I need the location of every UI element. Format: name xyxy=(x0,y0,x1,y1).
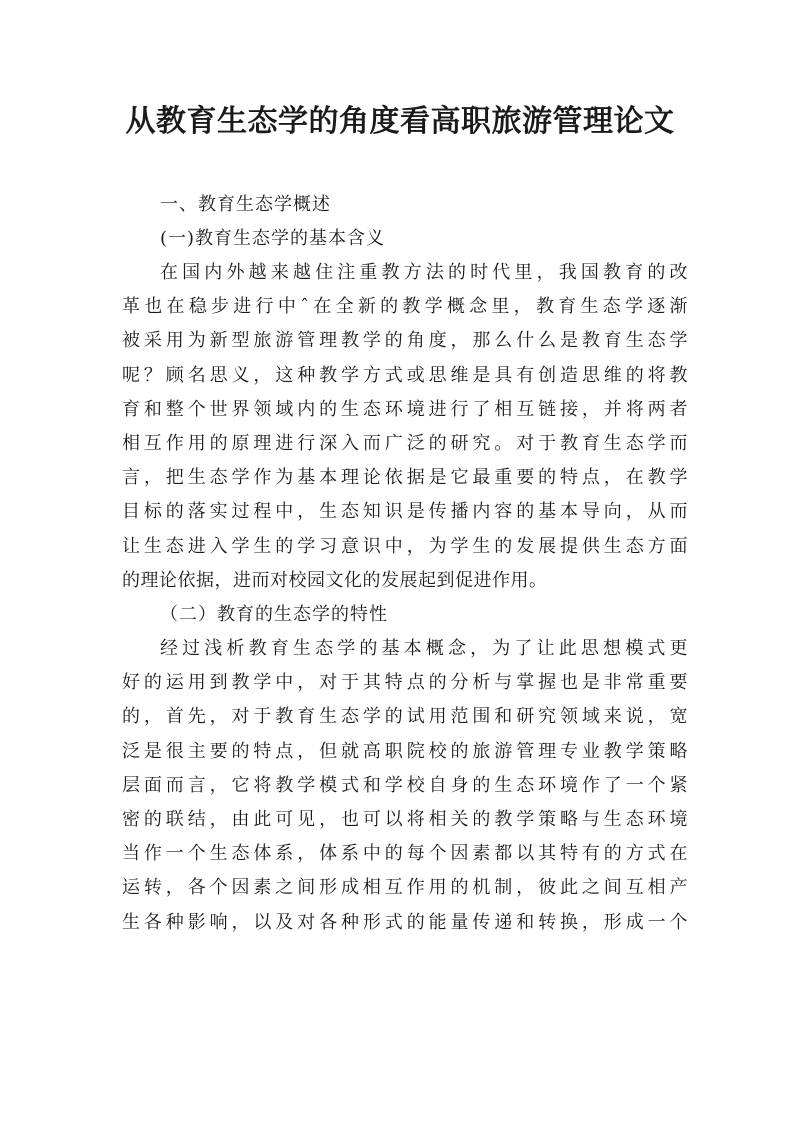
text-line: 育和整个世界领域内的生态环境进行了相互链接，并将两者 xyxy=(122,398,688,420)
text-line: 言，把生态学作为基本理论依据是它最重要的特点，在教学 xyxy=(122,467,688,489)
text-line: 运转，各个因素之间形成相互作用的机制，彼此之间互相产 xyxy=(122,877,688,899)
text-line: 的理论依据，进而对校园文化的发展起到促进作用。 xyxy=(122,569,548,591)
paragraph xyxy=(122,632,688,940)
paragraph xyxy=(122,256,688,598)
text-line: 泛是很主要的特点，但就高职院校的旅游管理专业教学策略 xyxy=(122,740,688,762)
text-line: 目标的落实过程中，生态知识是传播内容的基本导向，从而 xyxy=(122,501,688,523)
document-title: 从教育生态学的角度看高职旅游管理论文 xyxy=(125,104,675,139)
subsection-heading: (一)教育生态学的基本含义 xyxy=(160,228,386,249)
text-line: 被采用为新型旅游管理教学的角度，那么什么是教育生态学 xyxy=(122,330,688,352)
text-line: 的，首先，对于教育生态学的试用范围和研究领域来说，宽 xyxy=(122,706,688,728)
text-line: 相互作用的原理进行深入而广泛的研究。对于教育生态学而 xyxy=(122,433,688,455)
subsection-heading: （二）教育的生态学的特性 xyxy=(160,604,388,626)
text-line: 当作一个生态体系，体系中的每个因素都以其特有的方式在 xyxy=(122,843,688,865)
text-line: 好的运用到教学中，对于其特点的分析与掌握也是非常重要 xyxy=(122,672,688,694)
text-line: 在国内外越来越住注重教方法的时代里，我国教育的改 xyxy=(160,262,688,283)
text-line: 革也在稳步进行中ˆ在全新的教学概念里，教育生态学逐渐 xyxy=(122,296,688,318)
text-line: 密的联结，由此可见，也可以将相关的教学策略与生态环境 xyxy=(122,809,688,831)
text-line: 让生态进入学生的学习意识中，为学生的发展提供生态方面 xyxy=(122,535,688,557)
text-line: 生各种影响，以及对各种形式的能量传递和转换，形成一个 xyxy=(122,911,688,933)
text-line: 经过浅析教育生态学的基本概念，为了让此思想模式更 xyxy=(160,638,688,660)
section-heading: 一、教育生态学概述 xyxy=(160,194,331,215)
document-body xyxy=(122,188,688,940)
text-line: 呢？顾名思义，这种教学方式或思维是具有创造思维的将教 xyxy=(122,364,688,386)
text-line: 层面而言，它将教学模式和学校自身的生态环境作了一个紧 xyxy=(122,774,688,796)
